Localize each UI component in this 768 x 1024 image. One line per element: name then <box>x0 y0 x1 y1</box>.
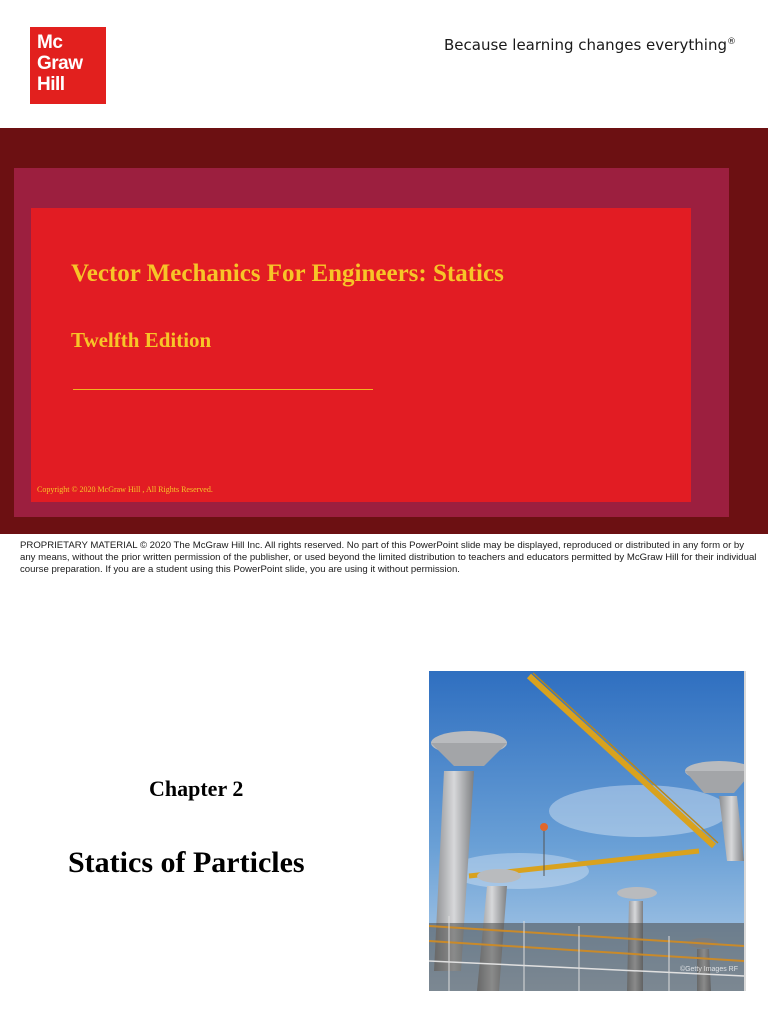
logo-line-3: Hill <box>37 74 65 95</box>
copyright-line: Copyright © 2020 McGraw Hill , All Rights Reserved. <box>37 485 213 494</box>
proprietary-notice: PROPRIETARY MATERIAL © 2020 The McGraw Hill Inc. All rights reserved. No part of this PowerPoint slide may be displayed, reproduced or distributed in any form or by any means, without the prior written permission of the publisher, or used beyond the limited distribution to teachers and educators permitted by McGraw Hill for their individual course preparation. If you are a student using this PowerPoint slide, you are using it without permission. <box>20 540 757 575</box>
logo-line-1: Mc <box>37 32 63 53</box>
book-title: Vector Mechanics For Engineers: Statics <box>71 260 504 287</box>
logo-line-2: Graw <box>37 53 83 74</box>
cover-panel <box>31 208 691 502</box>
registered-mark: ® <box>727 37 736 47</box>
cover-frame <box>14 168 729 517</box>
construction-photo <box>429 671 746 991</box>
mcgraw-hill-logo <box>30 27 106 104</box>
chapter-title: Statics of Particles <box>68 846 305 879</box>
title-divider <box>73 389 373 390</box>
tagline <box>444 36 736 54</box>
cover-band <box>0 128 768 534</box>
photo-credit: ©Getty Images RF <box>679 966 738 973</box>
tagline-text: Because learning changes everything <box>444 36 727 54</box>
chapter-label: Chapter 2 <box>149 776 244 801</box>
book-edition: Twelfth Edition <box>71 328 212 352</box>
